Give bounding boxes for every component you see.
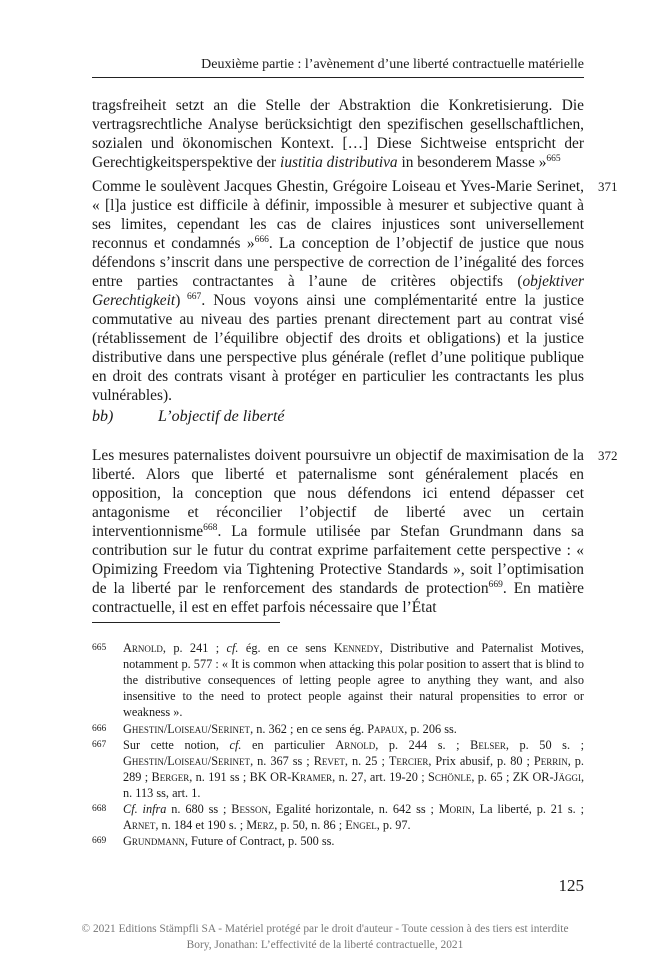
fn-author: Engel: [345, 818, 377, 833]
para1-text-a: tragsfreiheit setzt an die Stelle der Abstraktion die Konkretisierung. Die vertragsrechtliche Analyse berücksichtigt den spezifischen gesellschaftlichen, sozialen und ökonomischen Kontext. […] Diese Sichtweise entspricht der Gerechtigkeitsperspektive der: [92, 97, 584, 171]
footnote-669: [92, 833, 584, 849]
subsection-label: bb): [92, 408, 114, 425]
para2-italic: objektiver Gerechtigkeit: [92, 273, 584, 309]
footnote-665: [92, 640, 584, 720]
para2-text-d: . Nous voyons ainsi une complémentarité entre la justice commutative au niveau des parties prenant directement part au contrat visé (rétablissement de l’équilibre objectif des droits et obligations) et la justice distributive dans une perspective plus générale (reflet d’une politique publique en droit des contrats visant à protéger en particulier les contractants les plus vulnérables).: [92, 292, 584, 404]
fn-author: Arnet: [123, 818, 156, 833]
subsection-title: L’objectif de liberté: [158, 408, 285, 425]
para3-text-a: Les mesures paternalistes doivent poursuivre un objectif de maximisation de la liberté. Alors que liberté et paternalisme sont généralement placés en opposition, la conception que nous défendons ici entend dépasser cet antagonisme et réconcilier l’objectif de liberté avec un certain interventionnisme: [92, 447, 584, 540]
fn-author: Tercier: [388, 754, 429, 769]
header-rule: [92, 77, 584, 78]
para1-italic: iustitia distributiva: [280, 154, 398, 171]
copyright-footer: © 2021 Editions Stämpfli SA - Matériel protégé par le droit d'auteur - Toute cession à des tiers est interdite: [81, 923, 569, 935]
paragraph-continuation: [92, 96, 584, 172]
fn-author: Ghestin/Loiseau/Serinet: [123, 754, 251, 769]
fn-italic: Cf. infra: [123, 802, 167, 816]
footnote-ref-666[interactable]: 666: [254, 233, 269, 245]
footnote-number: 668: [92, 804, 107, 814]
fn-text: , n. 184 et 190 s. ;: [155, 818, 247, 833]
fn-author: Berger: [151, 770, 190, 785]
para2-text-c: ): [175, 292, 181, 309]
fn-italic: cf.: [226, 641, 239, 655]
fn-text: , p. 244 s. ;: [375, 738, 471, 752]
fn-author: Arnold: [123, 641, 163, 655]
fn-author: Kramer: [291, 770, 333, 785]
footnote-667: [92, 737, 584, 801]
fn-author: Schönle: [428, 770, 472, 785]
paragraph-372: [92, 446, 584, 617]
fn-author: Belser: [470, 738, 506, 752]
footnote-668: [92, 801, 584, 833]
fn-text: , Distributive and Paternalist Motives, notamment p. 577 : « It is common when attacking this polar position to assert that is blind to the distributive consequences of letting people agree to anything they want, and also insensitive to the need to protect people against their natural propensities to error or weakness ».: [123, 641, 584, 720]
para1-text-b: in besonderem Masse »: [397, 154, 547, 171]
fn-author: Merz: [246, 818, 275, 833]
fn-author: Kennedy: [333, 641, 380, 655]
footnote-ref-668[interactable]: 668: [203, 521, 218, 533]
footnote-number: 666: [92, 724, 107, 734]
footnote-number: 665: [92, 643, 107, 653]
fn-text: , Egalité horizontale, n. 642 ss ;: [267, 802, 439, 816]
fn-author: Jäggi: [553, 770, 581, 785]
fn-text: , Prix abusif, p. 80 ;: [428, 754, 534, 769]
fn-author: Besson: [231, 802, 268, 816]
fn-text: , p. 97.: [376, 818, 411, 833]
footnote-ref-667[interactable]: 667: [180, 290, 202, 302]
paragraph-371: [92, 177, 584, 405]
footnote-number: 669: [92, 836, 107, 846]
fn-text: Sur cette notion,: [123, 738, 230, 752]
fn-author: Ghestin/Loiseau/Serinet: [123, 722, 251, 736]
fn-italic: cf.: [229, 738, 242, 752]
subsection-heading: [92, 407, 284, 427]
fn-text: , p. 289 ;: [123, 754, 584, 785]
para2-text-b: . La conception de l’objectif de justice que nous défendons s’inscrit dans une perspective de correction de l’inégalité des forces entre parties contractantes à l’aune de critères objectifs (: [92, 235, 584, 290]
fn-text: , Future of Contract, p. 500 ss.: [184, 834, 335, 848]
fn-author: Revet: [313, 754, 345, 769]
para2-text-a: Comme le soulèvent Jacques Ghestin, Grégoire Loiseau et Yves-Marie Serinet, « [l]a justice est difficile à définir, impossible à mesurer et subjective quant à ses limites, cependant les cas de claires injustices sont universellement reconnus et condamnés »: [92, 178, 584, 252]
fn-text: , La liberté, p. 21 s. ;: [471, 802, 584, 816]
fn-text: n. 680 ss ;: [166, 802, 232, 816]
footnote-rule: [92, 622, 280, 623]
footnote-666: [92, 721, 584, 737]
margin-number-372: 372: [598, 448, 618, 463]
running-head: Deuxième partie : l’avènement d’une liberté contractuelle matérielle: [201, 57, 584, 72]
fn-text: , p. 65 ; ZK OR-: [471, 770, 554, 785]
fn-author: Arnold: [335, 738, 376, 752]
fn-text: , n. 191 ss ; BK OR-: [189, 770, 292, 785]
margin-number-371: 371: [598, 179, 618, 194]
fn-author: Morin: [438, 802, 472, 816]
fn-author: Grundmann: [123, 834, 185, 848]
page-number: 125: [558, 876, 584, 895]
fn-text: , n. 27, art. 19-20 ;: [332, 770, 429, 785]
para3-text-b: . La formule utilisée par Stefan Grundmann dans sa contribution sur le futur du contrat exprime parfaitement cette perspective : « Opimizing Freedom via Tightening Protective Standards », soit l’optimisation de la liberté par le renforcement des standards de protection: [92, 523, 584, 597]
footnote-ref-665[interactable]: 665: [546, 152, 561, 164]
fn-author: Papaux: [367, 722, 405, 736]
fn-author: Perrin: [533, 754, 568, 769]
fn-text: , p. 50, n. 86 ;: [274, 818, 346, 833]
fn-text: , p. 206 ss.: [404, 722, 457, 736]
fn-text: , n. 113 ss, art. 1.: [123, 770, 585, 801]
fn-text: , p. 50 s. ;: [505, 738, 585, 752]
footnote-ref-669[interactable]: 669: [488, 578, 503, 590]
fn-text: , n. 25 ;: [344, 754, 389, 769]
fn-text: ég. en ce sens: [238, 641, 334, 655]
citation-footer: Bory, Jonathan: L’effectivité de la liberté contractuelle, 2021: [186, 939, 464, 951]
footnote-number: 667: [92, 740, 107, 750]
fn-text: en particulier: [241, 738, 336, 752]
fn-text: , n. 367 ss ;: [250, 754, 314, 769]
para3-text-c: . En matière contractuelle, il est en effet parfois nécessaire que l’État: [92, 580, 584, 616]
fn-text: , p. 241 ;: [162, 641, 227, 655]
fn-text: , n. 362 ; en ce sens ég.: [250, 722, 368, 736]
